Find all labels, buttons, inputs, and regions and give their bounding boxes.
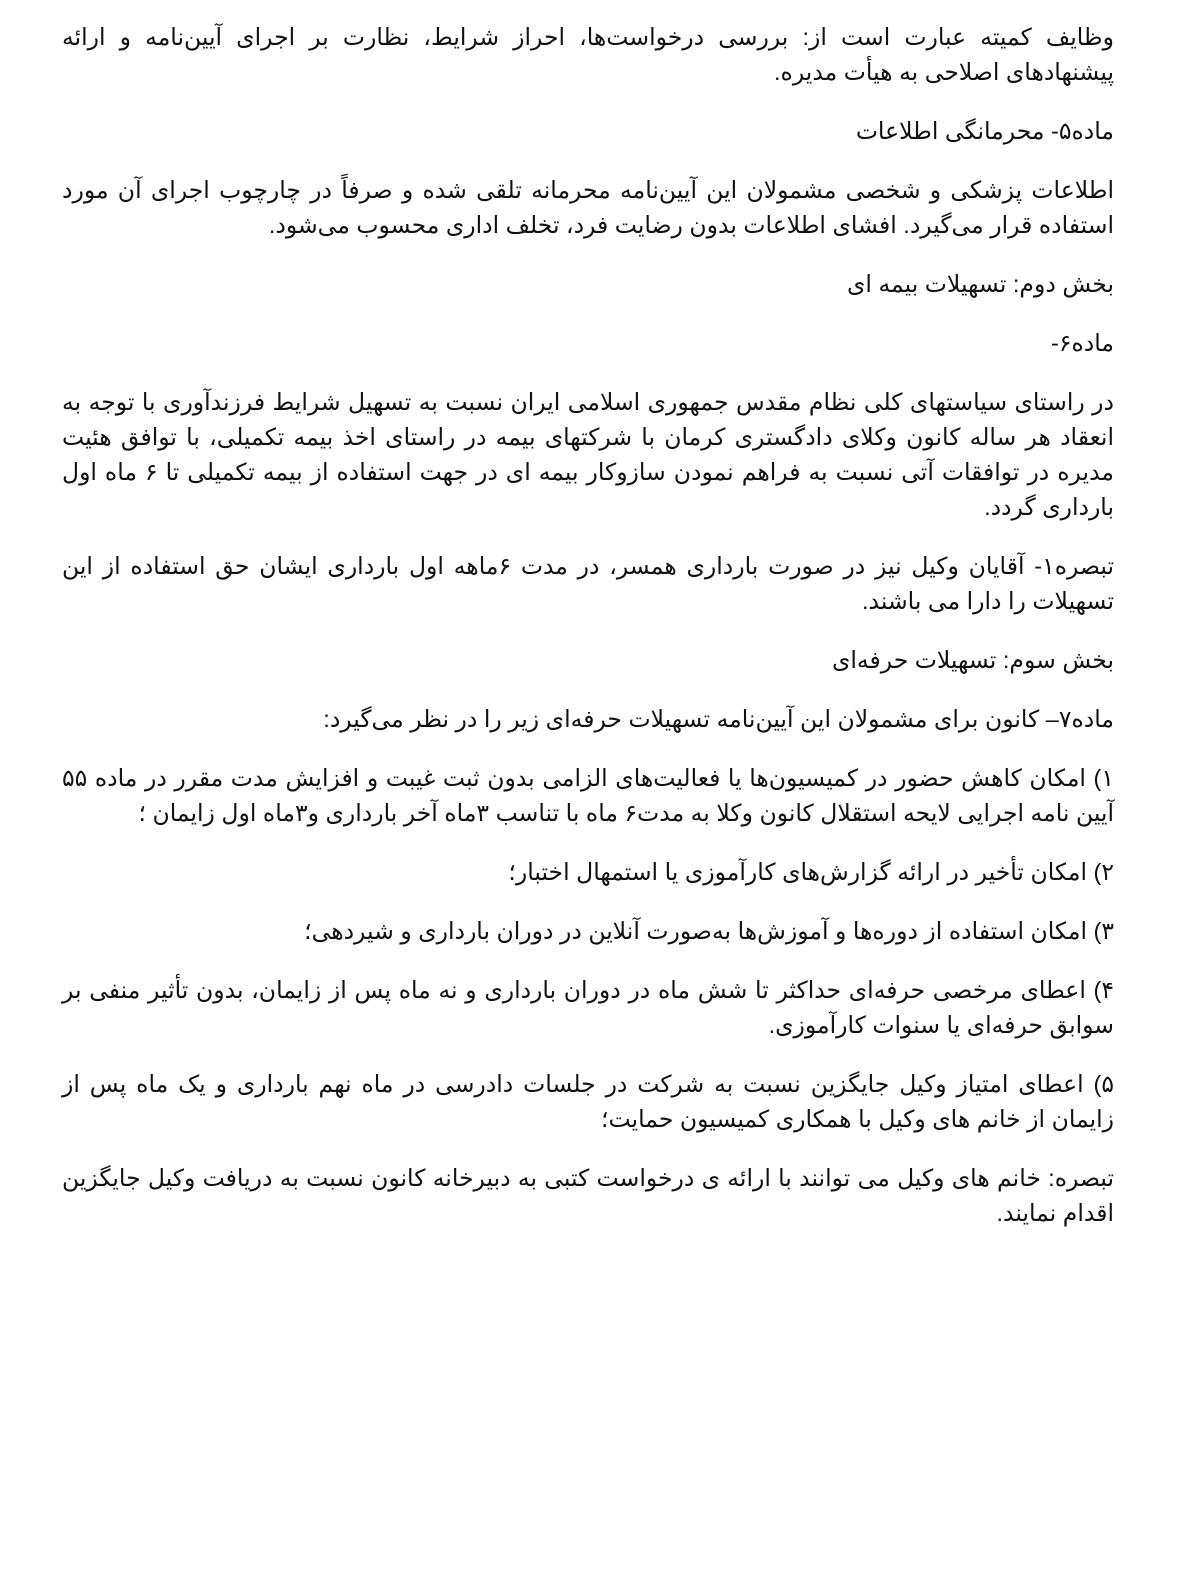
- heading-article-7: ماده۷– کانون برای مشمولان این آیین‌نامه تسهیلات حرفه‌ای زیر را در نظر می‌گیرد:: [323, 706, 1114, 732]
- paragraph-confidentiality: اطلاعات پزشکی و شخصی مشمولان این آیین‌نامه محرمانه تلقی شده و صرفاً در چارچوب اجرای آن مورد استفاده قرار می‌گیرد. افشای اطلاعات بدون رضایت فرد، تخلف اداری محسوب می‌شود.: [62, 177, 1114, 238]
- heading-article-6: ماده۶-: [1051, 330, 1114, 356]
- list-item-2: ۲) امکان تأخیر در ارائه گزارش‌های کارآموزی یا استمهال اختبار؛: [508, 859, 1114, 885]
- list-item-1: ۱) امکان کاهش حضور در کمیسیون‌ها یا فعالیت‌های الزامی بدون ثبت غیبت و افزایش مدت مقرر در ماده ۵۵ آیین نامه اجرایی لایحه استقلال کانون وکلا به مدت۶ ماه با تناسب ۳ماه آخر بارداری و۳ماه اول زایمان ؛: [62, 765, 1114, 826]
- heading-article-5: ماده۵- محرمانگی اطلاعات: [855, 118, 1114, 144]
- paragraph-note-final: تبصره: خانم های وکیل می توانند با ارائه ی درخواست کتبی به دبیرخانه کانون نسبت به دریافت وکیل جایگزین اقدام نمایند.: [62, 1165, 1114, 1226]
- document-page: [62, 20, 1114, 1255]
- heading-section-3: بخش سوم: تسهیلات حرفه‌ای: [832, 647, 1114, 673]
- list-item-5: ۵) اعطای امتیاز وکیل جایگزین نسبت به شرکت در جلسات دادرسی در ماه نهم بارداری و یک ماه پس از زایمان از خانم های وکیل با همکاری کمیسیون حمایت؛: [62, 1071, 1114, 1132]
- heading-section-2: بخش دوم: تسهیلات بیمه ای: [847, 271, 1114, 297]
- list-item-4: ۴) اعطای مرخصی حرفه‌ای حداکثر تا شش ماه در دوران بارداری و نه ماه پس از زایمان، بدون تأثیر منفی بر سوابق حرفه‌ای یا سنوات کارآموزی.: [62, 977, 1114, 1038]
- paragraph-committee-duties: وظایف کمیته عبارت است از: بررسی درخواست‌ها، احراز شرایط، نظارت بر اجرای آیین‌نامه و ارائه پیشنهادهای اصلاحی به هیأت مدیره.: [62, 24, 1114, 85]
- paragraph-insurance: در راستای سیاستهای کلی نظام مقدس جمهوری اسلامی ایران نسبت به تسهیل شرایط فرزندآوری با توجه به انعقاد هر ساله کانون وکلای دادگستری کرمان با شرکتهای بیمه در راستای اخذ بیمه تکمیلی، با توافق هئیت مدیره در توافقات آتی نسبت به فراهم نمودن سازوکار بیمه ای در جهت استفاده از بیمه تکمیلی تا ۶ ماه اول بارداری گردد.: [62, 389, 1114, 520]
- list-item-3: ۳) امکان استفاده از دوره‌ها و آموزش‌ها به‌صورت آنلاین در دوران بارداری و شیردهی؛: [304, 918, 1114, 944]
- paragraph-note-1: تبصره۱- آقایان وکیل نیز در صورت بارداری همسر، در مدت ۶ماهه اول بارداری ایشان حق استفاده از این تسهیلات را دارا می باشند.: [62, 553, 1114, 614]
